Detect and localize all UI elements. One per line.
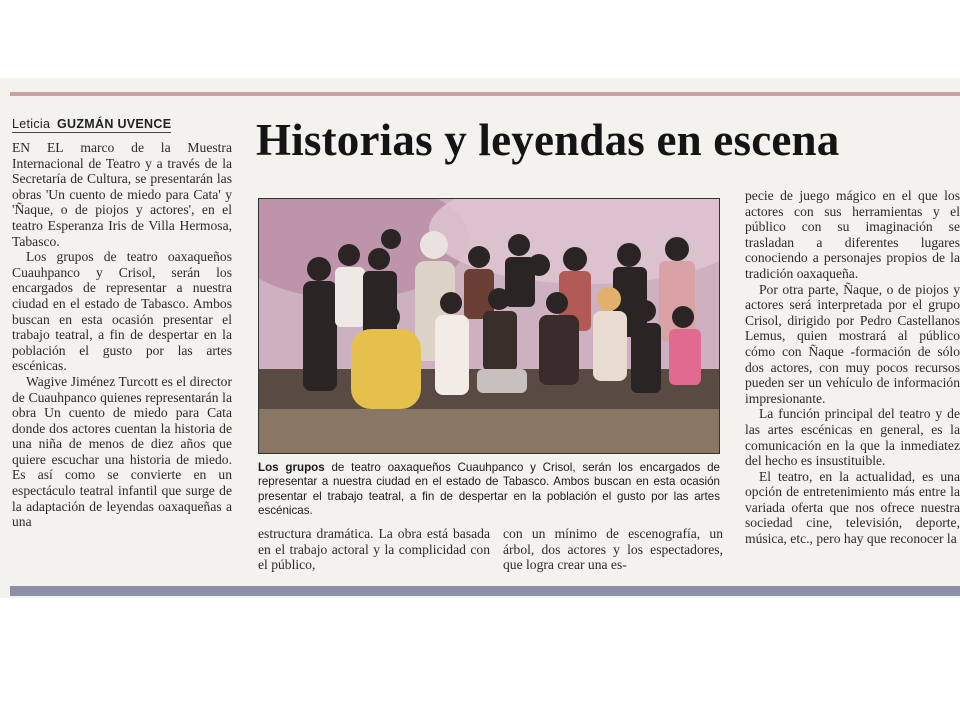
paragraph: con un mínimo de escenografía, un árbol, dos actores y los espectadores, que logra crear una es-: [503, 526, 723, 573]
paragraph: pecie de juego mágico en el que los actores con sus herramientas y el público con su imaginación se trasladan a diferentes lugares conociendo a personajes propios de la tradición oaxaqueña.: [745, 188, 960, 281]
caption-text: de teatro oaxaqueños Cuauhpanco y Crisol, serán los encargados de representar a nuestra ciudad en el estado de Tabasco. Ambos buscan en esta ocasión presentar el trabajo teatral, a fin de despertar en la población el gusto por las artes escénicas.: [258, 461, 720, 518]
paragraph: Por otra parte, Ñaque, o de piojos y actores será interpretada por el grupo Crisol, dirigido por Pedro Castellanos Lemus, quien mostrará al público cómo con Ñaque -formación de sólo dos actores, con muy pocos recursos pueden ser un vehículo de información impresionante.: [745, 281, 960, 406]
group-photo: [258, 198, 720, 454]
paragraph: EN EL marco de la Muestra Internacional de Teatro y a través de la Secretaría de Cultura, se presentarán las obras 'Un cuento de miedo para Cata' y 'Ñaque, o de piojos y actores', en el teatro Esperanza Iris de Villa Hermosa, Tabasco.: [12, 140, 232, 249]
paragraph: estructura dramática. La obra está basada en el trabajo actoral y la complicidad con el público,: [258, 526, 490, 573]
photo-caption: [258, 461, 720, 519]
bottom-rule: [10, 586, 960, 596]
theater-group-photo-image: [259, 199, 719, 453]
paragraph: La función principal del teatro y de las artes escénicas en general, es la comunicación en la que la inmediatez del hecho es insustituible.: [745, 406, 960, 469]
byline-first-name: Leticia: [12, 117, 51, 131]
paragraph: Wagive Jiménez Turcott es el director de Cuauhpanco quienes representarán la obra Un cuento de miedo para Cata donde dos actores cuentan la historia de una niña de menos de diez años que quiere escuchar una historia de miedo. Es así como se convierte en un espectáculo teatral infantil que surge de la adaptación de leyendas oaxaqueñas a una: [12, 373, 232, 530]
caption-lead: Los grupos: [258, 461, 325, 474]
newspaper-clipping: [0, 78, 960, 598]
article-column-4: [745, 188, 960, 547]
headline: Historias y leyendas en escena: [256, 115, 840, 165]
article-column-3: [503, 526, 723, 573]
article-column-1: [12, 140, 232, 530]
paragraph: Los grupos de teatro oaxaqueños Cuauhpanco y Crisol, serán los encargados de representar a nuestra ciudad en el estado de Tabasco. Ambos buscan en esta ocasión presentar el trabajo teatral, a fin de despertar en la población el gusto por las artes escénicas.: [12, 249, 232, 374]
lead-in: EN EL: [12, 140, 64, 155]
byline: [12, 117, 171, 133]
paragraph: El teatro, en la actualidad, es una opción de entretenimiento más entre la variada oferta que nos ofrece nuestra sociedad cine, televisión, deporte, música, etc., pero hay que reconocer la: [745, 468, 960, 547]
byline-last-name: GUZMÁN UVENCE: [57, 117, 172, 131]
article-column-2: [258, 526, 490, 573]
top-rule: [10, 92, 960, 96]
